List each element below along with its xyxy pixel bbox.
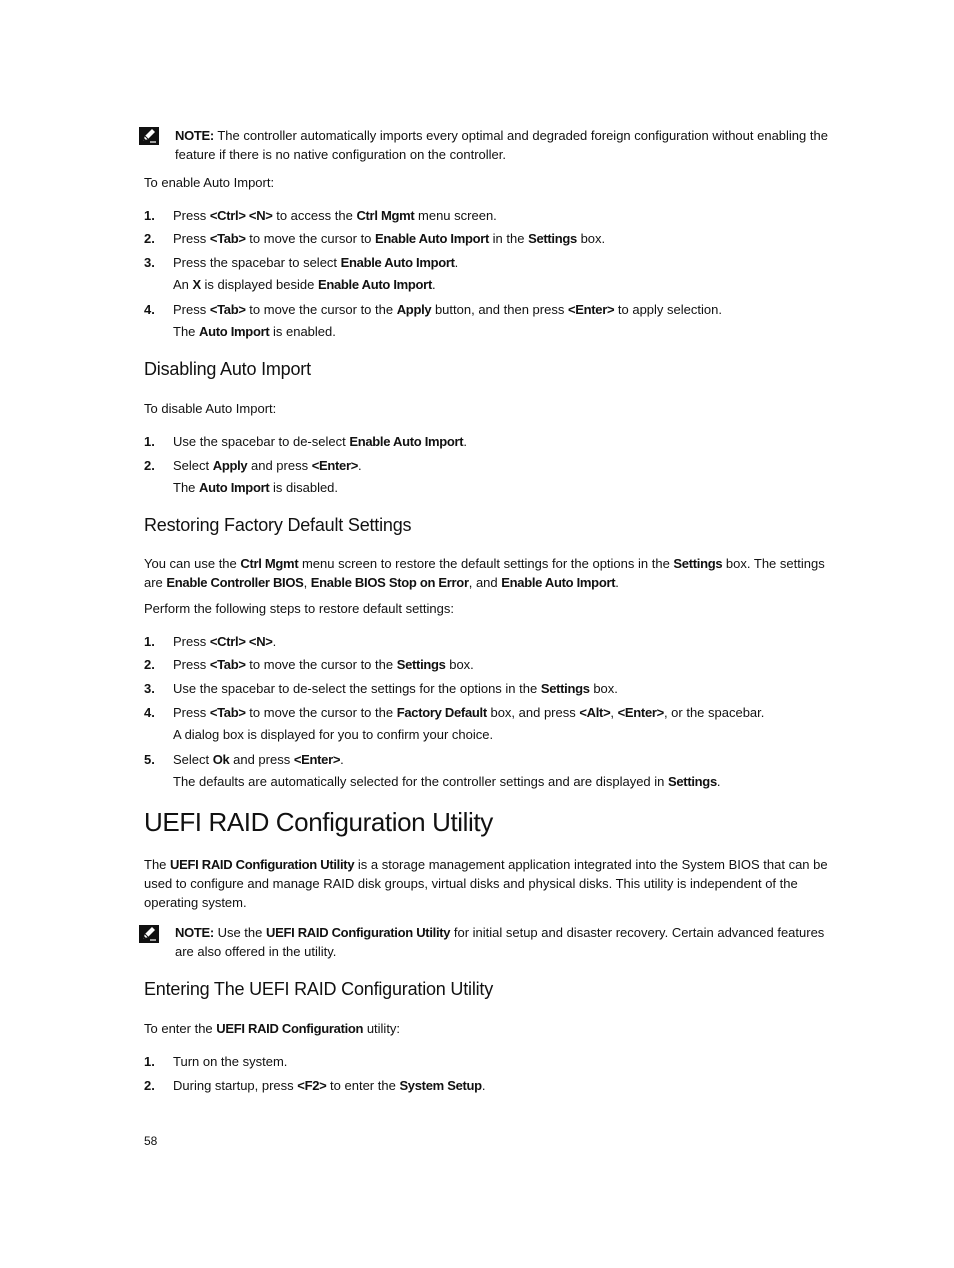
heading-entering-uefi-utility: Entering The UEFI RAID Configuration Utility bbox=[144, 979, 494, 999]
restore-step-4-result: A dialog box is displayed for you to confirm your choice. bbox=[173, 727, 494, 742]
restore-paragraph-1: You can use the Ctrl Mgmt menu screen to restore the default settings for the options in the Settings box. The settings are Enable Controller BIOS, Enable BIOS Stop on Error, and Enable Auto Import. bbox=[144, 556, 825, 590]
disable-step-2-result: The Auto Import is disabled. bbox=[173, 480, 339, 495]
heading-disabling-auto-import: Disabling Auto Import bbox=[144, 359, 311, 379]
uefi-paragraph: The UEFI RAID Configuration Utility is a storage management application integrated into the System BIOS that can be used to configure and manage RAID disk groups, virtual disks and physical disks. This utility is independent of the operating system. bbox=[144, 857, 828, 910]
heading-restoring-factory-default: Restoring Factory Default Settings bbox=[144, 515, 412, 535]
entering-intro: To enter the UEFI RAID Configuration utility: bbox=[144, 1021, 401, 1036]
enable-step-4-result: The Auto Import is enabled. bbox=[173, 324, 336, 339]
heading-uefi-raid-configuration-utility: UEFI RAID Configuration Utility bbox=[144, 807, 493, 837]
pencil-note-icon bbox=[139, 925, 159, 943]
page-number: 58 bbox=[144, 1134, 158, 1148]
note-2-text: NOTE: Use the UEFI RAID Configuration Utility for initial setup and disaster recovery. Certain advanced features are also offered in the utility. bbox=[175, 925, 825, 959]
enable-intro: To enable Auto Import: bbox=[144, 175, 275, 190]
pencil-note-icon bbox=[139, 127, 159, 145]
note-1-text: NOTE: The controller automatically imports every optimal and degraded foreign configuration without enabling the feature if there is no native configuration on the controller. bbox=[175, 128, 828, 162]
restore-step-5-result: The defaults are automatically selected for the controller settings and are displayed in Settings. bbox=[173, 774, 721, 789]
restore-paragraph-2: Perform the following steps to restore default settings: bbox=[144, 601, 454, 616]
enable-step-3-result: An X is displayed beside Enable Auto Import. bbox=[173, 277, 436, 292]
disable-intro: To disable Auto Import: bbox=[144, 401, 277, 416]
